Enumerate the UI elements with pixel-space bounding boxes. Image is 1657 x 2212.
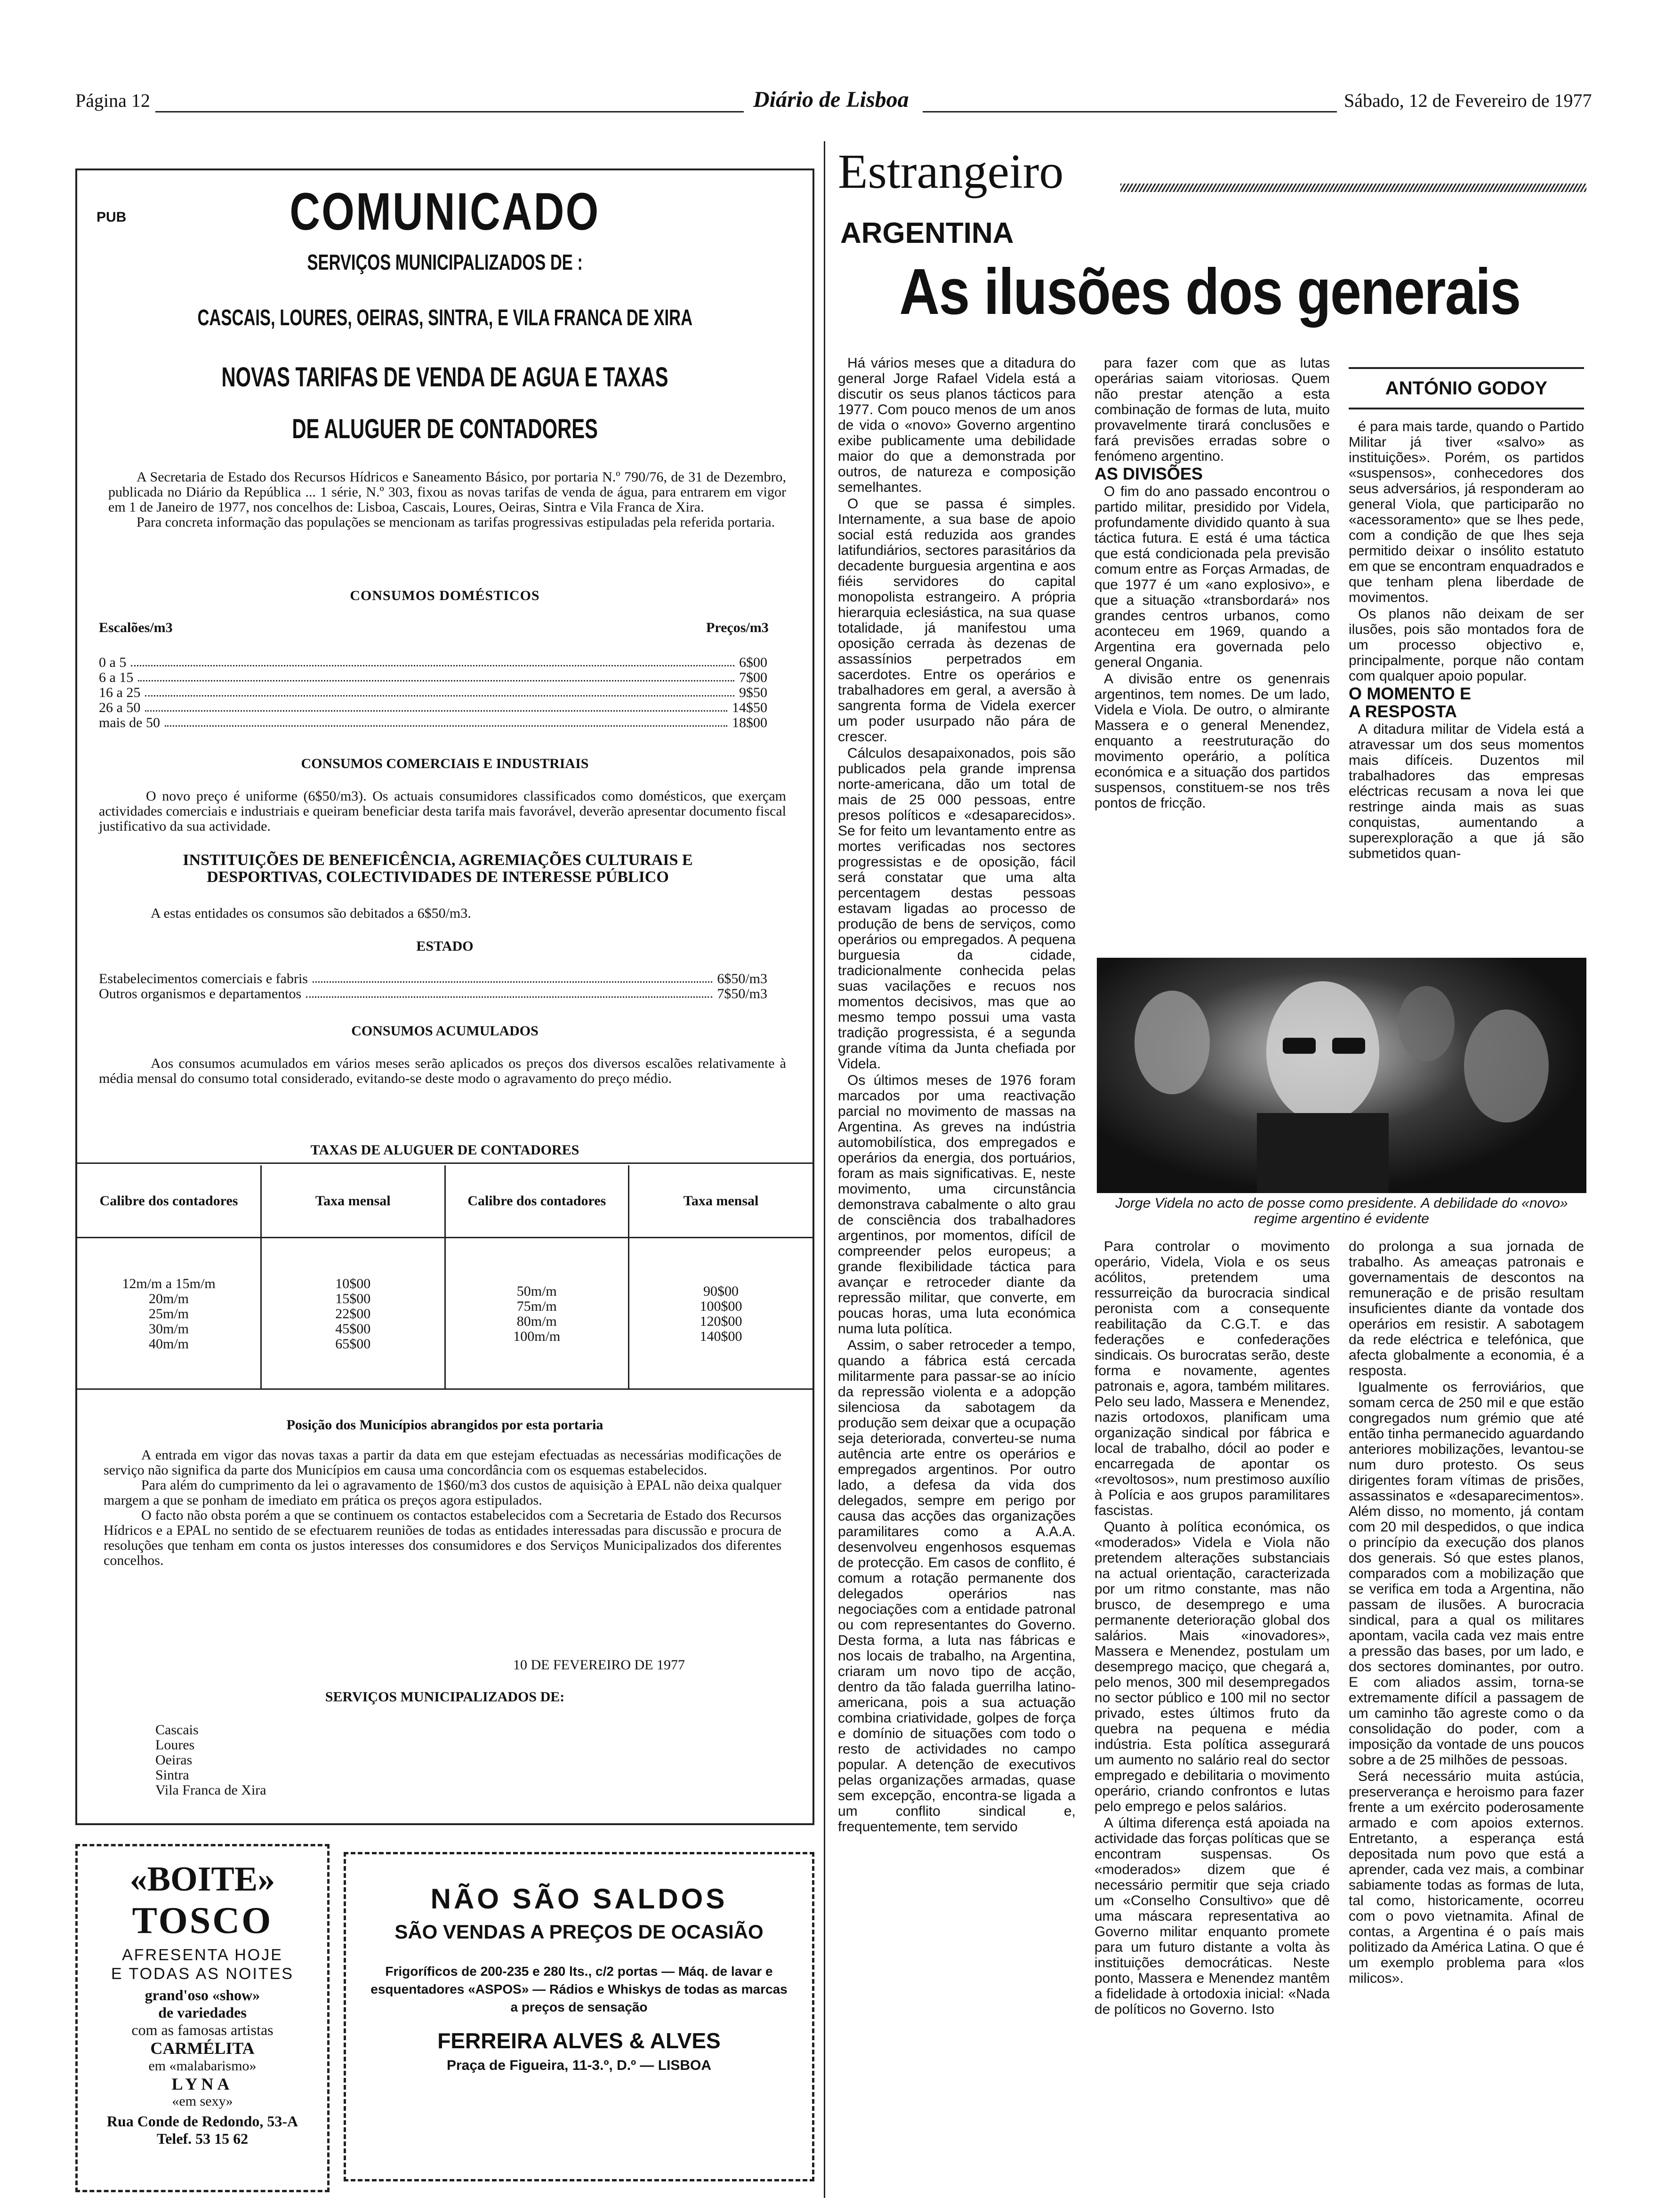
institutions-text: A estas entidades os consumos são debitados a 6$50/m3. [151,906,471,921]
videla-photo [1097,958,1586,1193]
institutions-title: INSTITUIÇÕES DE BENEFICÊNCIA, AGREMIAÇÕES CULTURAIS E DESPORTIVAS, COLECTIVIDADES DE INTERESSE PÚBLICO [183,851,693,886]
saldos-ad-content: NÃO SÃO SALDOS SÃO VENDAS A PREÇOS DE OCASIÃO Frigoríficos de 200-235 e 280 lts., c/2 portas — Máq. de lavar e esquentadores «ASPOS» — Rádios e Whiskys de todas as marcas a preços de sensação FERREIRA ALVES & ALVES Praça de Figueira, 11-3.º, D.º — LISBOA [370,1883,788,2073]
taxas-header: Taxa mensal [629,1165,813,1238]
boite-ad-content: «BOITE» TOSCO AFRESENTA HOJE E TODAS AS NOITES grand'oso «show» de variedades com as famosas artistas CARMÉLITA em «malabarismo» LYNA «em sexy» Rua Conde de Redondo, 53-A Telef. 53 15 62 [106,1860,298,2147]
article-headline: As ilusões dos generais [899,256,1520,328]
comunicado-signature: SERVIÇOS MUNICIPALIZADOS DE: [325,1689,565,1705]
price-row: Outros organismos e departamentos 7$50/m3 [99,986,767,1002]
header-rule-left [155,111,744,112]
pub-label: PUB [97,209,127,225]
domestic-title: CONSUMOS DOMÉSTICOS [350,588,540,603]
price-row: mais de 50 18$00 [99,715,767,730]
subhead-divisoes: AS DIVISÕES [1094,464,1203,483]
photo-caption: Jorge Videla no acto de posse como presidente. A debilidade do «novo» regime argentino é evidente [1115,1195,1568,1226]
taxas-header: Calibre dos contadores [77,1165,261,1238]
taxas-cell: 12m/m a 15m/m 20m/m 25m/m 30m/m 40m/m [122,1276,216,1352]
article-column-4: Para controlar o movimento operário, Videla, Viola e os seus acólitos, pretendem uma ressurreição da burocracia sindical peronista com a consequente reabilitação da C.G.T. e das federações e confederações sindicais. Os burocratas serão, deste forma e novamente, agentes patronais e, agora, também militares. Pelo seu lado, Massera e Menendez, nazis ortodoxos, planificam uma organização sindical por fábrica e local de trabalho, dócil ao poder e encarregada de apontar os «revoltosos», num prestimoso auxílio à Polícia e aos grupos paramilitares fascistas. Quanto à política económica, os «moderados» Videla e Viola não pretendem alterações substanciais na actual orientação, caracterizada por um ritmo constante, mas não brusco, de desemprego e uma permanente deterioração global dos salários. Mais «inovadores», Massera e Menendez, postulam um desemprego maciço, que chegará a, pelo menos, 300 mil desempregados no sector público e 100 mil no sector privado, estes últimos fruto da quebra na pequena e média indústria. Esta política assegurará um aumento no salário real do sector empregado e debilitaria o movimento operário, criando confrontos e lutas pelo emprego e pelos salários. A última diferença está apoiada na actividade das forças políticas que se encontram suspensas. Os «moderados» dizem que é necessário permitir que seja criado um «Conselho Consultivo» que dê uma máscara representativa ao Governo militar enquanto promete para um futuro distante a volta às instituições democráticas. Neste ponto, Massera e Menendez mantêm a fidelidade à ortodoxia inicial: «Nada de políticos no Governo. Isto [1094,1239,1330,2017]
posicao-text: A entrada em vigor das novas taxas a partir da data em que estejam efectuadas as necessárias modificações de serviço não significa da parte dos Municípios em causa uma concordância com os esquemas estabelecidos. Para além do cumprimento da lei o agravamento de 1$60/m3 dos custos de aquisição à EPAL não deixa qualquer margem a que se ponham de imediato em prática os preços agora estipulados. O facto não obsta porém a que se continuem os contactos estabelecidos com a Secretaria de Estado dos Recursos Hídricos e a EPAL no sentido de se efectuarem reuniões de todas as entidades interessadas para discussão e procura de resoluções que tenham em conta os justos interesses dos consumidores e dos Serviços Municipalizados dos diferentes concelhos. [104,1447,781,1568]
price-row: 26 a 50 14$50 [99,700,767,715]
taxas-cell: 50m/m 75m/m 80m/m 100m/m [445,1238,629,1390]
price-row: 0 a 5 6$00 [99,655,767,670]
estado-list [99,971,767,1002]
comunicado-date: 10 DE FEVEREIRO DE 1977 [513,1657,685,1673]
acumulados-text: Aos consumos acumulados em vários meses serão aplicados os preços dos diversos escalões relativamente à média mensal do consumo total considerado, evitando-se deste modo o agravamento do preço médio. [99,1056,786,1086]
article-column-3: é para mais tarde, quando o Partido Militar já tiver «salvo» as instituições». Porém, os partidos «suspensos», conhecedores dos seus adversários, já responderam ao general Viola, que participarão no «acessoramento» que se lhes pede, com a condição de que lhes seja permitido deixar o insólito estatuto em que se encontram enquadrados e que tenham plena liberdade de movimentos. Os planos não deixam de ser ilusões, pois são montados fora de um processo objectivo e, principalmente, porque não contam com qualquer apoio popular. O MOMENTO E A RESPOSTA A ditadura militar de Videla está a atravessar um dos seus momentos mais difíceis. Duzentos mil trabalhadores das empresas eléctricas recusam a nova lei que restringe ainda mais as suas conquistas, aumentando a superexploração a que já são submetidos quan- [1349,419,1584,861]
issue-date: Sábado, 12 de Fevereiro de 1977 [1344,90,1592,111]
taxas-bottom-rule [77,1388,812,1390]
masthead: Diário de Lisboa [753,87,909,112]
taxas-cell: 90$00 100$00 120$00 140$00 [629,1238,813,1390]
price-row: 16 a 25 9$50 [99,685,767,700]
domestic-price-list [99,655,767,730]
posicao-title: Posição dos Municípios abrangidos por esta portaria [286,1417,603,1433]
article-column-1: Há vários meses que a ditadura do general Jorge Rafael Videla está a discutir os seus planos tácticos para 1977. Com pouco menos de um anos de vida o «novo» Governo argentino exibe publicamente uma debilidade maior do que a demonstrada por outros, de natureza e composição semelhantes. O que se passa é simples. Internamente, a sua base de apoio social está reduzida aos grandes latifundiários, sectores parasitários da decadente burguesia argentina e aos fiéis servidores do capital monopolista estrangeiro. A própria hierarquia eclesiástica, na sua quase totalidade, já manifestou uma oposição cerrada às dezenas de assassínios perpetrados em sacerdotes. Entre os operários e trabalhadores em geral, a aversão à sangrenta forma de Videla exercer um poder usurpado não pára de crescer. Cálculos desapaixonados, pois são publicados pela grande imprensa norte-americana, dão um total de mais de 25 000 pessoas, entre presos políticos e «desaparecidos». Se for feito um levantamento entre as mortes verificadas nos sectores progressistas e de oposição, fácil será constatar que uma alta percentagem destas pessoas estavam ligadas ao processo de produção de bens de serviços, como operários ou empregados. A pequena burguesia da cidade, tradicionalmente conhecida pelas suas vacilações e recuos nos momentos decisivos, mas que ao mesmo tempo possui uma vasta tradição progressista, é a segunda grande vítima da Junta chefiada por Videla. Os últimos meses de 1976 foram marcados por uma reactivação parcial no movimento de massas na Argentina. As greves na indústria automobilística, dos empregados e operários da energia, dos portuários, foram as mais significativas. E, neste movimento, uma circunstância demonstrava cabalmente o alto grau de consciência dos trabalhadores argentinos, por momentos, difícil de compreender pelos europeus; a grande flexibilidade táctica para avançar e retroceder diante da repressão militar, que converte, em poucas horas, uma luta económica numa luta política. Assim, o saber retroceder a tempo, quando a fábrica está cercada militarmente para passar-se ao início da repressão violenta e a adopção silenciosa da sabotagem da produção sem deixar que a ocupação seja deteriorada, converteu-se numa autência arte entre os operários e empregados argentinos. Por outro lado, a defesa da vida dos delegados, sempre em perigo por causa das acções das organizações paramilitares como a A.A.A. desenvolveu engenhosos esquemas de protecção. Em casos de conflito, é comum a rotação permanente dos delegados operários nas negociações com a entidade patronal ou com representantes do Governo. Desta forma, a luta nas fábricas e nos locais de trabalho, na Argentina, criaram um novo tipo de acção, dentro da tão falada guerrilha latino-americana, pois a sua actuação combina criatividade, golpes de força e domínio de situações com todo o resto de actividades no campo popular. A detenção de executivos pelas organizações armadas, quase sem excepção, encontra-se ligada a um conflito sindical e, frequentemente, tem servido [838,355,1076,1835]
comunicado-title: COMUNICADO [290,182,600,241]
price-row: Estabelecimentos comerciais e fabris 6$50/m3 [99,971,767,986]
column-divider [824,141,825,2198]
escaloes-label: Escalões/m3 [99,620,173,635]
price-row: 6 a 15 7$00 [99,670,767,685]
comunicado-intro: A Secretaria de Estado dos Recursos Hídricos e Saneamento Básico, por portaria N.º 790/76, de 31 de Dezembro, publicada no Diário da República ... 1 série, N.º 303, fixou as novas tarifas de venda de água, para entrarem em vigor em 1 de Janeiro de 1977, nos concelhos de: Lisboa, Cascais, Loures, Oeiras, Sintra e Vila Franca de Xira. Para concreta informação das populações se mencionam as tarifas progressivas estipuladas pela referida portaria. [108,469,786,530]
commercial-title: CONSUMOS COMERCIAIS E INDUSTRIAIS [301,756,589,771]
commercial-text: O novo preço é uniforme (6$50/m3). Os actuais consumidores classificados como domésticos, que exerçam actividades comerciais e industriais e queiram beneficiar desta tarifa mais favorável, deverão apresentar documento fiscal justificativo da sua actividade. [99,788,786,834]
page-number: Página 12 [75,90,150,111]
author-box [1349,367,1584,409]
precos-label: Preços/m3 [706,620,769,635]
estado-title: ESTADO [416,938,474,954]
article-column-2: para fazer com que as lutas operárias saiam vitoriosas. Quem não prestar atenção a esta combinação de formas de luta, muito provavelmente tirará conclusões e fará previsões erradas sobre o fenómeno argentino. AS DIVISÕES O fim do ano passado encontrou o partido militar, presidido por Videla, profundamente dividido quanto à sua táctica futura. E está é uma táctica que está condicionada pela previsão comum entre as Forças Armadas, de que 1977 é um «ano explosivo», e que a situação «transbordará» nos grandes centros urbanos, como aconteceu em 1969, quando a Argentina era governada pelo general Ongania. A divisão entre os genenrais argentinos, tem nomes. De um lado, Videla e Viola. De outro, o almirante Massera e o general Menendez, enquanto a reestruturação do movimento operário, a política económica e a situação dos partidos suspensos, constituem-se nos três pontos de fricção. [1094,355,1330,811]
section-hatch [1120,184,1586,192]
taxas-cell: 10$00 15$00 22$00 45$00 65$00 [261,1238,445,1390]
subhead-momento: O MOMENTO E A RESPOSTA [1349,684,1471,721]
taxas-table [77,1165,812,1387]
taxas-header: Calibre dos contadores [445,1165,629,1238]
author-name: ANTÓNIO GODOY [1385,378,1548,399]
comunicado-headline-1: NOVAS TARIFAS DE VENDA DE AGUA E TAXAS [221,362,668,393]
taxas-title: TAXAS DE ALUGUER DE CONTADORES [310,1142,579,1158]
taxas-top-rule [77,1162,812,1164]
header-rule-right [923,111,1337,112]
section-title: Estrangeiro [838,144,1064,199]
comunicado-headline-2: DE ALUGUER DE CONTADORES [292,414,598,444]
acumulados-title: CONSUMOS ACUMULADOS [351,1023,539,1039]
towns-list: Cascais Loures Oeiras Sintra Vila Franca de Xira [155,1722,266,1798]
taxas-header: Taxa mensal [261,1165,445,1238]
photo-silhouettes [1097,958,1586,1193]
article-column-5: do prolonga a sua jornada de trabalho. As ameaças patronais e governamentais de descontos na remuneração e de prisão resultam insuficientes diante da vontade dos operários em resistir. A sabotagem da rede eléctrica e telefónica, que afecta globalmente a economia, é a resposta. Igualmente os ferroviários, que somam cerca de 250 mil e que estão congregados num grémio que até então tinha permanecido aguardando anteriores mobilizações, levantou-se num duro protesto. Os seus dirigentes foram vítimas de prisões, assassinatos e «desaparecimentos». Além disso, no momento, já contam com 20 mil despedidos, o que indica o princípio da execução dos planos dos generais. Só que estes planos, comparados com a mobilização que se verifica em toda a Argentina, não passam de ilusões. A burocracia sindical, para a qual os militares apontam, vacila cada vez mais entre a pressão das bases, por um lado, e dos sectores dominantes, por outro. E com aliados assim, torna-se extremamente difícil a passagem de um caminho tão agreste como o da consolidação do poder, com a imposição da vontade de uns poucos sobre a de 25 milhões de pessoas. Será necessário muita astúcia, preserverança e heroismo para fazer frente a um exército poderosamente armado e com apoios externos. Entretanto, a esperança está depositada num povo que está a aprender, cada vez mais, a combinar sabiamente todas as formas de luta, tal como, historicamente, ocorreu com o povo vietnamita. Afinal de contas, a Argentina é o país mais politizado da América Latina. O que é um exemplo problema para «los milicos». [1349,1239,1584,1986]
country-label: ARGENTINA [840,217,1014,249]
comunicado-subtitle: SERVIÇOS MUNICIPALIZADOS DE : [307,250,583,274]
comunicado-municipalities: CASCAIS, LOURES, OEIRAS, SINTRA, E VILA FRANCA DE XIRA [197,305,692,330]
